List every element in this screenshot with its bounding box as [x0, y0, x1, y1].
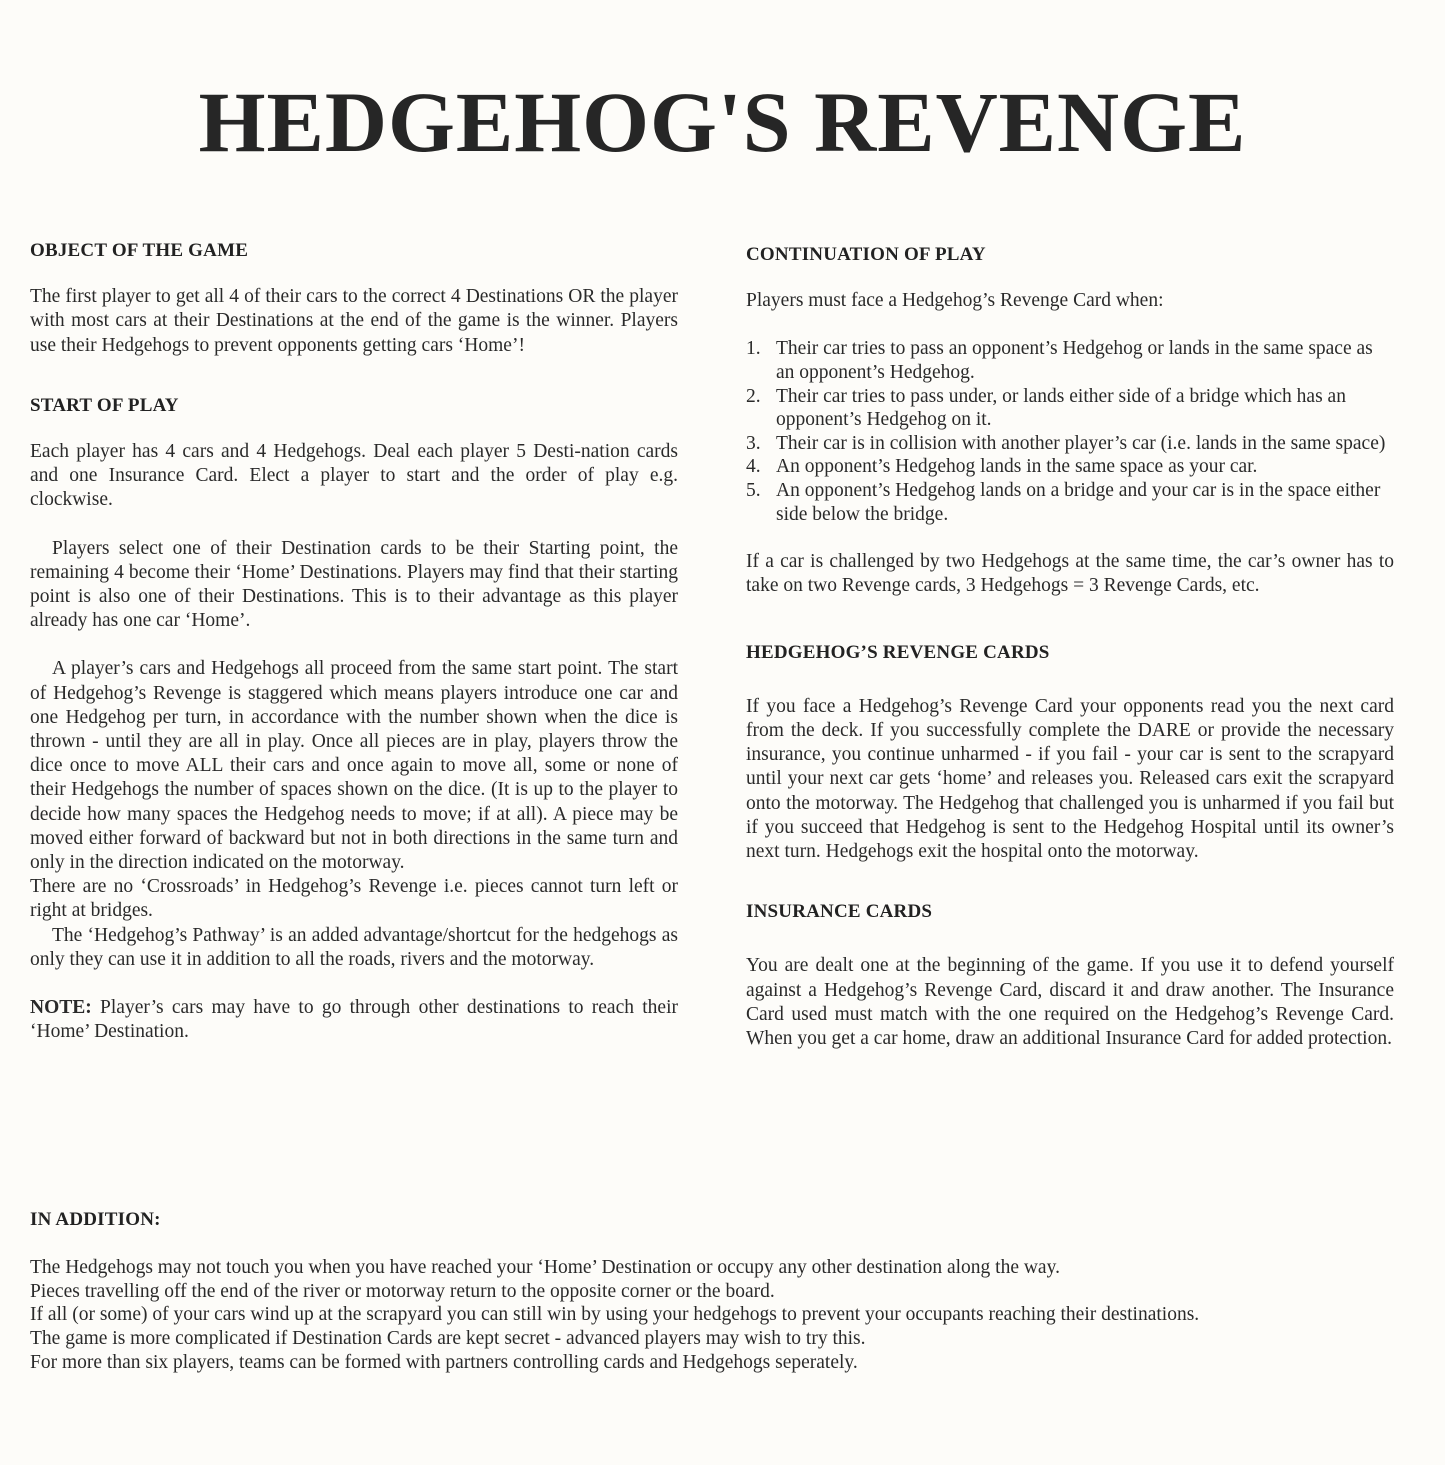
list-item-number: 4.	[746, 456, 761, 478]
right-column	[746, 243, 1394, 1075]
left-column	[30, 239, 678, 1068]
list-item-number: 5.	[746, 479, 761, 501]
start-paragraph-5: The ‘Hedgehog’s Pathway’ is an added advantage/shortcut for the hedgehogs as only they can use it in addition to all the roads, rivers and the motorway.	[30, 924, 678, 970]
object-text: The first player to get all 4 of their cars to the correct 4 Destinations OR the player with most cars at their Destinations at the end of the game is the winner. Players use their Hedgehogs to prevent opponents getting cars ‘Home’!	[30, 286, 678, 356]
list-item-text: Their car tries to pass under, or lands either side of a bridge which has an opponent’s Hedgehog on it.	[776, 385, 1346, 431]
start-paragraph-2: Players select one of their Destination cards to be their Starting point, the remaining 4 become their ‘Home’ Destinations. Players may find that their starting point is also one of their Destinations. This is to their advantage as this player already has one car ‘Home’.	[30, 537, 678, 632]
insurance-text: You are dealt one at the beginning of the game. If you use it to defend yourself against a Hedgehog’s Revenge Card, discard it and draw another. The Insurance Card used must match with the one required on the Hedgehog’s Revenge Card. When you get a car home, draw an additional Insurance Card for added protection.	[746, 955, 1394, 1049]
list-item-number: 1.	[746, 338, 761, 360]
addition-heading: IN ADDITION:	[30, 1209, 161, 1230]
list-item	[746, 455, 1394, 479]
start-paragraph-1: Each player has 4 cars and 4 Hedgehogs. Deal each player 5 Desti-nation cards and one Insurance Card. Elect a player to start and the order of play e.g. clockwise.	[30, 441, 678, 511]
list-item	[746, 432, 1394, 456]
list-item	[746, 337, 1394, 384]
note-text: Player’s cars may have to go through other destinations to reach their ‘Home’ Destination.	[30, 997, 678, 1043]
list-item-text: Their car tries to pass an opponent’s Hedgehog or lands in the same space as an opponent’s Hedgehog.	[776, 338, 1373, 383]
continuation-heading: CONTINUATION OF PLAY	[746, 244, 986, 265]
continuation-outro: If a car is challenged by two Hedgehogs at the same time, the car’s owner has to take on two Revenge cards, 3 Hedgehogs = 3 Revenge Cards, etc.	[746, 551, 1394, 597]
list-item-text: An opponent’s Hedgehog lands on a bridge and your car is in the space either side below the bridge.	[776, 479, 1381, 525]
addition-line: If all (or some) of your cars wind up at the scrapyard you can still win by using your hedgehogs to prevent your occupants reaching their destinations.	[30, 1304, 1200, 1326]
addition-line: Pieces travelling off the end of the river or motorway return to the opposite corner or the board.	[30, 1280, 775, 1302]
page-title: HEDGEHOG'S REVENGE	[198, 74, 1247, 170]
insurance-heading: INSURANCE CARDS	[746, 901, 933, 923]
start-heading: START OF PLAY	[30, 394, 179, 416]
continuation-intro: Players must face a Hedgehog’s Revenge Card when:	[746, 290, 1164, 312]
addition-line: For more than six players, teams can be formed with partners controlling cards and Hedgehogs seperately.	[30, 1351, 858, 1373]
addition-line: The Hedgehogs may not touch you when you have reached your ‘Home’ Destination or occupy any other destination along the way.	[30, 1256, 1060, 1278]
list-item-text: Their car is in collision with another player’s car (i.e. lands in the same space)	[776, 432, 1386, 454]
note-label: NOTE:	[30, 997, 92, 1019]
addition-section	[30, 1208, 1420, 1375]
list-item	[746, 479, 1394, 526]
list-item-text: An opponent’s Hedgehog lands in the same space as your car.	[776, 456, 1258, 478]
list-item-number: 2.	[746, 385, 761, 407]
start-paragraph-3: A player’s cars and Hedgehogs all proceed from the same start point. The start of Hedgehog’s Revenge is staggered which means players introduce one car and one Hedgehog per turn, in accordance with the number shown when the dice is thrown - until they are all in play. Once all pieces are in play, players throw the dice once to move ALL their cars and once again to move all, some or none of their Hedgehogs the number of spaces shown on the dice. (It is up to the player to decide how many spaces the Hedgehog needs to move; if at all). A piece may be moved either forward of backward but not in both directions in the same turn and only in the direction indicated on the motorway.	[30, 658, 678, 874]
object-heading: OBJECT OF THE GAME	[30, 240, 249, 261]
note-paragraph	[30, 996, 678, 1044]
addition-line: The game is more complicated if Destination Cards are kept secret - advanced players may wish to try this.	[30, 1328, 866, 1350]
start-paragraph-4: There are no ‘Crossroads’ in Hedgehog’s Revenge i.e. pieces cannot turn left or right at bridges.	[30, 876, 678, 922]
list-item	[746, 385, 1394, 432]
list-item-number: 3.	[746, 432, 761, 454]
revenge-cards-text: If you face a Hedgehog’s Revenge Card your opponents read you the next card from the deck. If you successfully complete the DARE or provide the necessary insurance, you continue unharmed - if you fail - your car is sent to the scrapyard until your next car gets ‘home’ and releases you. Released cars exit the scrapyard onto the motorway. The Hedgehog that challenged you is unharmed if you fail but if you succeed that Hedgehog is sent to the Hedgehog Hospital until its owner’s next turn. Hedgehogs exit the hospital onto the motorway.	[746, 695, 1394, 862]
revenge-cards-heading: HEDGEHOG’S REVENGE CARDS	[746, 641, 1050, 663]
continuation-list	[746, 337, 1394, 526]
